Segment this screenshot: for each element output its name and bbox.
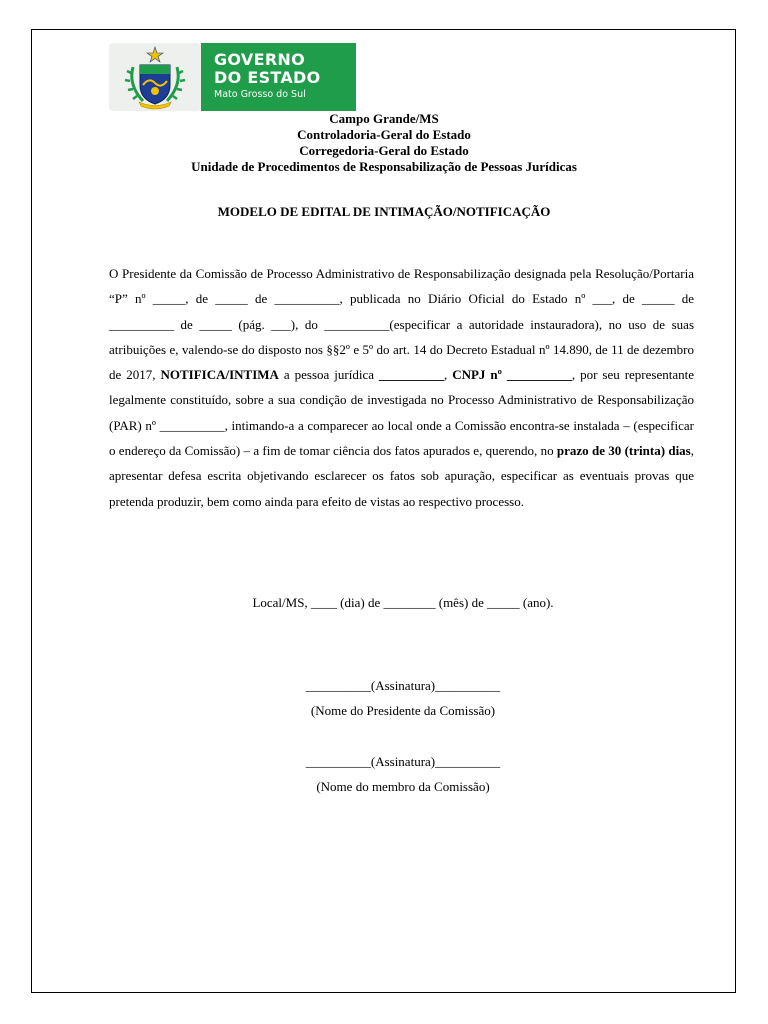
brand-line-governo: GOVERNO (214, 50, 306, 69)
government-logo (109, 41, 357, 113)
header-controladoria: Controladoria-Geral do Estado (297, 127, 471, 142)
body-bold-cnpj: CNPJ nº __________ (452, 367, 572, 383)
header-corregedoria: Corregedoria-Geral do Estado (299, 143, 469, 158)
body-bold-company-blank: __________ (378, 367, 444, 383)
document-header (0, 111, 768, 175)
body-text-part: a pessoa jurídica (278, 367, 379, 383)
brand-line-state-name: Mato Grosso do Sul (214, 89, 306, 100)
body-text-part: , apresentar defesa escrita objetivando esclarecer os fatos sob apuração, especificar as eventuais provas que pretenda produzir, bem como ainda para efeito de vistas ao respectivo processo. (109, 443, 694, 509)
place-date-line: Local/MS, ____ (dia) de ________ (mês) de _____ (ano). (252, 595, 554, 610)
body-text-part: , (443, 367, 453, 383)
body-text-part: O Presidente da Comissão de Processo Administrativo de Responsabilização designada pela Resolução/Portaria “P” nº _____, de _____ de __________, publicada no Diário Oficial do Estado nº ___, de _____ de __________ de _____ (pág. ___), do __________(especificar a autoridade instauradora), no uso de suas atribuições e, valendo-se do disposto nos §§2º e 5º do art. 14 do Decreto Estadual nº 14.890, de 11 de dezembro de 2017, (109, 266, 694, 383)
header-city: Campo Grande/MS (329, 111, 439, 126)
signature-block-president (0, 673, 768, 723)
signature-block-member (0, 749, 768, 799)
signature-line: __________(Assinatura)__________ (305, 754, 501, 769)
signer-name: (Nome do Presidente da Comissão) (310, 703, 496, 718)
brand-banner (201, 43, 356, 111)
signature-line: __________(Assinatura)__________ (305, 678, 501, 693)
document-title: MODELO DE EDITAL DE INTIMAÇÃO/NOTIFICAÇÃO (217, 204, 551, 219)
brand-line-do-estado: DO ESTADO (214, 68, 321, 87)
crest-panel (109, 43, 201, 111)
body-bold-deadline: prazo de 30 (trinta) dias (556, 443, 691, 459)
body-text-part: , por seu representante legalmente constituído, sobre a sua condição de investigada no Processo Administrativo de Responsabilização (PAR) nº __________, intimando-a a comparecer ao local onde a Comissão encontra-se instalada – (especificar o endereço da Comissão) – a fim de tomar ciência dos fatos apurados e, querendo, no (109, 367, 695, 459)
body-bold-notifica: NOTIFICA/INTIMA (160, 367, 279, 383)
state-coat-of-arms-icon (109, 43, 201, 111)
body-paragraph (109, 261, 694, 514)
signer-name: (Nome do membro da Comissão) (316, 779, 490, 794)
header-unit: Unidade de Procedimentos de Responsabilização de Pessoas Jurídicas (191, 159, 577, 174)
